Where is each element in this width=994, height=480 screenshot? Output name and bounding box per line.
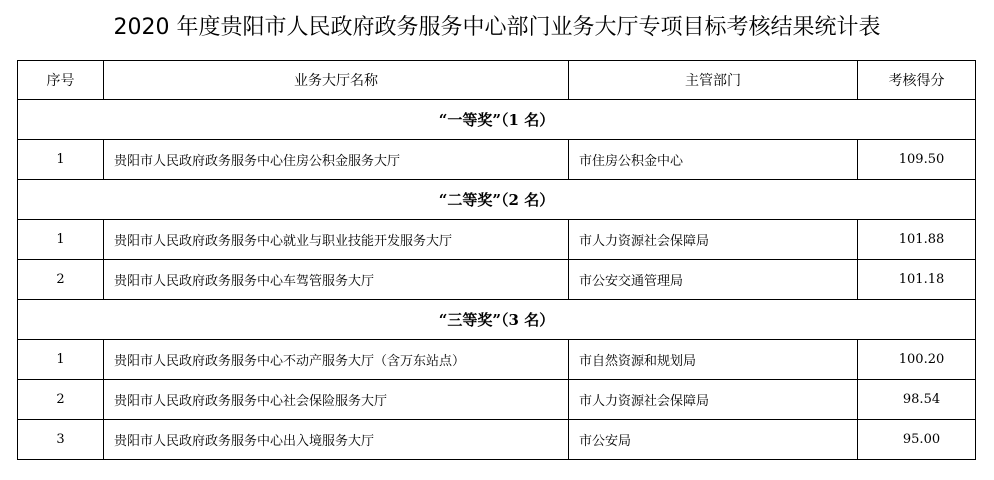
row-score: 109.50 [858, 140, 976, 180]
row-dept: 市公安局 [569, 420, 858, 460]
table-row [18, 340, 976, 380]
row-score: 101.18 [858, 260, 976, 300]
row-dept: 市人力资源社会保障局 [569, 380, 858, 420]
row-dept: 市公安交通管理局 [569, 260, 858, 300]
row-name: 贵阳市人民政府政务服务中心出入境服务大厅 [104, 420, 569, 460]
row-score: 101.88 [858, 220, 976, 260]
row-score: 100.20 [858, 340, 976, 380]
header-score: 考核得分 [858, 61, 976, 100]
row-dept: 市人力资源社会保障局 [569, 220, 858, 260]
section-heading-second: “二等奖”（2 名） [18, 180, 976, 220]
row-score: 95.00 [858, 420, 976, 460]
row-score: 98.54 [858, 380, 976, 420]
page-title: 2020 年度贵阳市人民政府政务服务中心部门业务大厅专项目标考核结果统计表 [113, 15, 881, 40]
header-name: 业务大厅名称 [104, 61, 569, 100]
header-row [18, 61, 976, 100]
table-row [18, 420, 976, 460]
row-name: 贵阳市人民政府政务服务中心社会保险服务大厅 [104, 380, 569, 420]
row-index: 1 [18, 340, 104, 380]
table-row [18, 220, 976, 260]
row-index: 2 [18, 260, 104, 300]
row-index: 2 [18, 380, 104, 420]
row-name: 贵阳市人民政府政务服务中心就业与职业技能开发服务大厅 [104, 220, 569, 260]
row-index: 1 [18, 220, 104, 260]
header-dept: 主管部门 [569, 61, 858, 100]
section-heading-third: “三等奖”（3 名） [18, 300, 976, 340]
row-name: 贵阳市人民政府政务服务中心车驾管服务大厅 [104, 260, 569, 300]
row-name: 贵阳市人民政府政务服务中心住房公积金服务大厅 [104, 140, 569, 180]
row-index: 1 [18, 140, 104, 180]
row-dept: 市住房公积金中心 [569, 140, 858, 180]
row-dept: 市自然资源和规划局 [569, 340, 858, 380]
table-row [18, 380, 976, 420]
table-row [18, 260, 976, 300]
section-heading-first: “一等奖”（1 名） [18, 100, 976, 140]
row-index: 3 [18, 420, 104, 460]
header-index: 序号 [18, 61, 104, 100]
row-name: 贵阳市人民政府政务服务中心不动产服务大厅（含万东站点） [104, 340, 569, 380]
results-table [17, 60, 976, 460]
table-row [18, 140, 976, 180]
